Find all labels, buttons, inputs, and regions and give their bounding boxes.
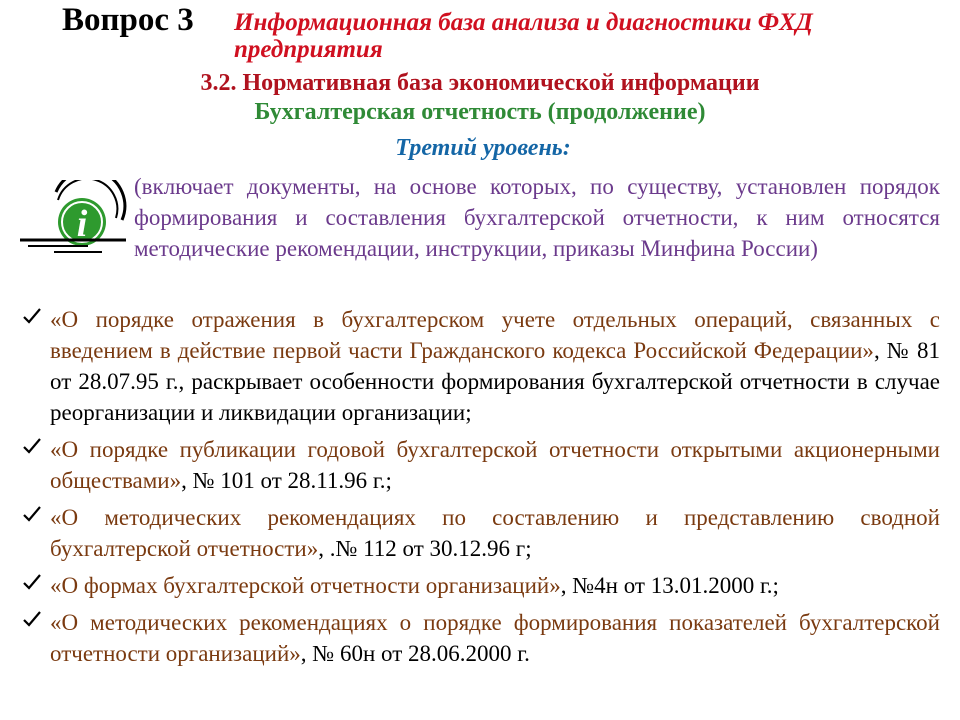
intro-text: (включает документы, на основе которых, по существу, установлен порядок формирования и составления бухгалтерской отчетности, к ним относятся методические рекомендации, инструкции, приказы Минфина России) [134, 174, 940, 261]
question-label: Вопрос 3 [62, 2, 194, 38]
level-title: Третий уровень: [395, 135, 571, 161]
document-title: «О формах бухгалтерской отчетности организаций» [50, 573, 561, 598]
check-icon [22, 572, 42, 592]
list-item [22, 304, 940, 428]
check-icon [22, 436, 42, 456]
document-details: , .№ 112 от 30.12.96 г; [318, 536, 532, 561]
list-item [22, 570, 940, 601]
document-details: , № 60н от 28.06.2000 г. [300, 641, 530, 666]
document-title: «О методических рекомендациях о порядке формирования показателей бухгалтерской отчетности организаций» [50, 610, 940, 666]
section-title: 3.2. Нормативная база экономической информации [200, 70, 760, 96]
info-icon [18, 180, 128, 260]
topic-title-line1: Информационная база анализа и диагностики ФХД [234, 9, 813, 36]
svg-text:i: i [76, 203, 88, 245]
check-icon [22, 609, 42, 629]
document-list [22, 304, 940, 669]
document-details: , № 101 от 28.11.96 г.; [181, 468, 392, 493]
check-icon [22, 504, 42, 524]
document-title: «О методических рекомендациях по составлению и представлению сводной бухгалтерской отчетности» [50, 505, 940, 561]
list-item [22, 607, 940, 669]
document-details: , № 81 от 28.07.95 г., раскрывает особенности формирования бухгалтерской отчетности в случае реорганизации и ликвидации организации; [50, 338, 940, 425]
document-title: «О порядке публикации годовой бухгалтерской отчетности открытыми акционерными обществами» [50, 437, 940, 493]
document-details: , №4н от 13.01.2000 г.; [560, 573, 779, 598]
list-item [22, 502, 940, 564]
list-item [22, 434, 940, 496]
section-subtitle: Бухгалтерская отчетность (продолжение) [254, 99, 706, 125]
topic-title-line2: предприятия [234, 36, 383, 63]
document-title: «О порядке отражения в бухгалтерском учете отдельных операций, связанных с введением в действие первой части Гражданского кодекса Российской Федерации» [50, 307, 940, 363]
check-icon [22, 306, 42, 326]
